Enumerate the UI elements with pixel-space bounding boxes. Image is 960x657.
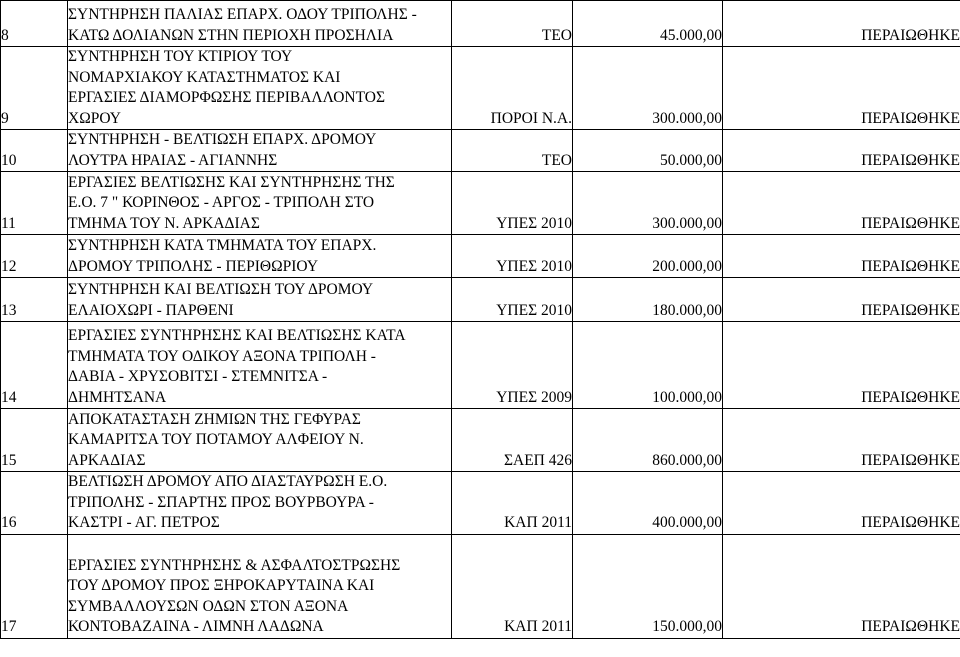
project-description: ΣΥΝΤΗΡΗΣΗ ΚΑΤΑ ΤΜΗΜΑΤΑ ΤΟΥ ΕΠΑΡΧ. ΔΡΟΜΟΥ ΤΡΙΠΟΛΗΣ - ΠΕΡΙΘΩΡΙΟΥ (68, 235, 452, 278)
row-number: 14 (1, 322, 68, 409)
funding-source: ΥΠΕΣ 2010 (452, 172, 573, 235)
status-cell: ΠΕΡΑΙΩΘΗΚΕ (723, 409, 960, 472)
row-number: 11 (1, 172, 68, 235)
status-cell: ΠΕΡΑΙΩΘΗΚΕ (723, 1, 960, 47)
project-description: ΕΡΓΑΣΙΕΣ ΣΥΝΤΗΡΗΣΗΣ & ΑΣΦΑΛΤΟΣΤΡΩΣΗΣ ΤΟΥ ΔΡΟΜΟΥ ΠΡΟΣ ΞΗΡΟΚΑΡΥΤΑΙΝΑ ΚΑΙ ΣΥΜΒΑΛΛΟΥΣΩΝ ΟΔΩΝ ΣΤΟΝ ΑΞΟΝΑ ΚΟΝΤΟΒΑΖΑΙΝΑ - ΛΙΜΝΗ ΛΑΔΩΝΑ (68, 534, 452, 638)
table-row (1, 278, 960, 322)
budget-amount: 180.000,00 (573, 278, 723, 322)
funding-source: ΚΑΠ 2011 (452, 534, 573, 638)
table-row (1, 472, 960, 535)
status-cell: ΠΕΡΑΙΩΘΗΚΕ (723, 278, 960, 322)
status-cell: ΠΕΡΑΙΩΘΗΚΕ (723, 534, 960, 638)
funding-source: ΣΑΕΠ 426 (452, 409, 573, 472)
funding-source: ΥΠΕΣ 2010 (452, 235, 573, 278)
status-cell: ΠΕΡΑΙΩΘΗΚΕ (723, 47, 960, 130)
row-number: 12 (1, 235, 68, 278)
table-row (1, 322, 960, 409)
table-row (1, 235, 960, 278)
table-row (1, 172, 960, 235)
table-row (1, 130, 960, 172)
project-description: ΕΡΓΑΣΙΕΣ ΣΥΝΤΗΡΗΣΗΣ ΚΑΙ ΒΕΛΤΙΩΣΗΣ ΚΑΤΑ ΤΜΗΜΑΤΑ ΤΟΥ ΟΔΙΚΟΥ ΑΞΟΝΑ ΤΡΙΠΟΛΗ - ΔΑΒΙΑ - ΧΡΥΣΟΒΙΤΣΙ - ΣΤΕΜΝΙΤΣΑ - ΔΗΜΗΤΣΑΝΑ (68, 322, 452, 409)
funding-source: ΥΠΕΣ 2009 (452, 322, 573, 409)
table-row (1, 534, 960, 638)
project-description: ΣΥΝΤΗΡΗΣΗ ΤΟΥ ΚΤΙΡΙΟΥ ΤΟΥ ΝΟΜΑΡΧΙΑΚΟΥ ΚΑΤΑΣΤΗΜΑΤΟΣ ΚΑΙ ΕΡΓΑΣΙΕΣ ΔΙΑΜΟΡΦΩΣΗΣ ΠΕΡΙΒΑΛΛΟΝΤΟΣ ΧΩΡΟΥ (68, 47, 452, 130)
project-description: ΑΠΟΚΑΤΑΣΤΑΣΗ ΖΗΜΙΩΝ ΤΗΣ ΓΕΦΥΡΑΣ ΚΑΜΑΡΙΤΣΑ ΤΟΥ ΠΟΤΑΜΟΥ ΑΛΦΕΙΟΥ Ν. ΑΡΚΑΔΙΑΣ (68, 409, 452, 472)
budget-amount: 200.000,00 (573, 235, 723, 278)
funding-source: ΚΑΠ 2011 (452, 472, 573, 535)
budget-amount: 300.000,00 (573, 172, 723, 235)
status-cell: ΠΕΡΑΙΩΘΗΚΕ (723, 130, 960, 172)
row-number: 9 (1, 47, 68, 130)
row-number: 8 (1, 1, 68, 47)
budget-amount: 100.000,00 (573, 322, 723, 409)
row-number: 17 (1, 534, 68, 638)
row-number: 15 (1, 409, 68, 472)
status-cell: ΠΕΡΑΙΩΘΗΚΕ (723, 235, 960, 278)
row-number: 16 (1, 472, 68, 535)
budget-amount: 860.000,00 (573, 409, 723, 472)
row-number: 10 (1, 130, 68, 172)
project-description: ΣΥΝΤΗΡΗΣΗ ΠΑΛΙΑΣ ΕΠΑΡΧ. ΟΔΟΥ ΤΡΙΠΟΛΗΣ - ΚΑΤΩ ΔΟΛΙΑΝΩΝ ΣΤΗΝ ΠΕΡΙΟΧΗ ΠΡΟΣΗΛΙΑ (68, 1, 452, 47)
table-row (1, 47, 960, 130)
status-cell: ΠΕΡΑΙΩΘΗΚΕ (723, 172, 960, 235)
status-cell: ΠΕΡΑΙΩΘΗΚΕ (723, 472, 960, 535)
project-description: ΒΕΛΤΙΩΣΗ ΔΡΟΜΟΥ ΑΠΟ ΔΙΑΣΤΑΥΡΩΣΗ Ε.Ο. ΤΡΙΠΟΛΗΣ - ΣΠΑΡΤΗΣ ΠΡΟΣ ΒΟΥΡΒΟΥΡΑ - ΚΑΣΤΡΙ - ΑΓ. ΠΕΤΡΟΣ (68, 472, 452, 535)
budget-amount: 150.000,00 (573, 534, 723, 638)
table-row (1, 1, 960, 47)
budget-amount: 45.000,00 (573, 1, 723, 47)
funding-source: ΥΠΕΣ 2010 (452, 278, 573, 322)
budget-amount: 50.000,00 (573, 130, 723, 172)
table-row (1, 409, 960, 472)
status-cell: ΠΕΡΑΙΩΘΗΚΕ (723, 322, 960, 409)
project-description: ΣΥΝΤΗΡΗΣΗ ΚΑΙ ΒΕΛΤΙΩΣΗ ΤΟΥ ΔΡΟΜΟΥ ΕΛΑΙΟΧΩΡΙ - ΠΑΡΘΕΝΙ (68, 278, 452, 322)
project-description: ΣΥΝΤΗΡΗΣΗ - ΒΕΛΤΙΩΣΗ ΕΠΑΡΧ. ΔΡΟΜΟΥ ΛΟΥΤΡΑ ΗΡΑΙΑΣ - ΑΓΙΑΝΝΗΣ (68, 130, 452, 172)
project-description: ΕΡΓΑΣΙΕΣ ΒΕΛΤΙΩΣΗΣ ΚΑΙ ΣΥΝΤΗΡΗΣΗΣ ΤΗΣ Ε.Ο. 7 " ΚΟΡΙΝΘΟΣ - ΑΡΓΟΣ - ΤΡΙΠΟΛΗ ΣΤΟ ΤΜΗΜΑ ΤΟΥ Ν. ΑΡΚΑΔΙΑΣ (68, 172, 452, 235)
funding-source: ΠΟΡΟΙ Ν.Α. (452, 47, 573, 130)
funding-source: ΤΕΟ (452, 1, 573, 47)
budget-amount: 300.000,00 (573, 47, 723, 130)
budget-amount: 400.000,00 (573, 472, 723, 535)
funding-source: ΤΕΟ (452, 130, 573, 172)
row-number: 13 (1, 278, 68, 322)
